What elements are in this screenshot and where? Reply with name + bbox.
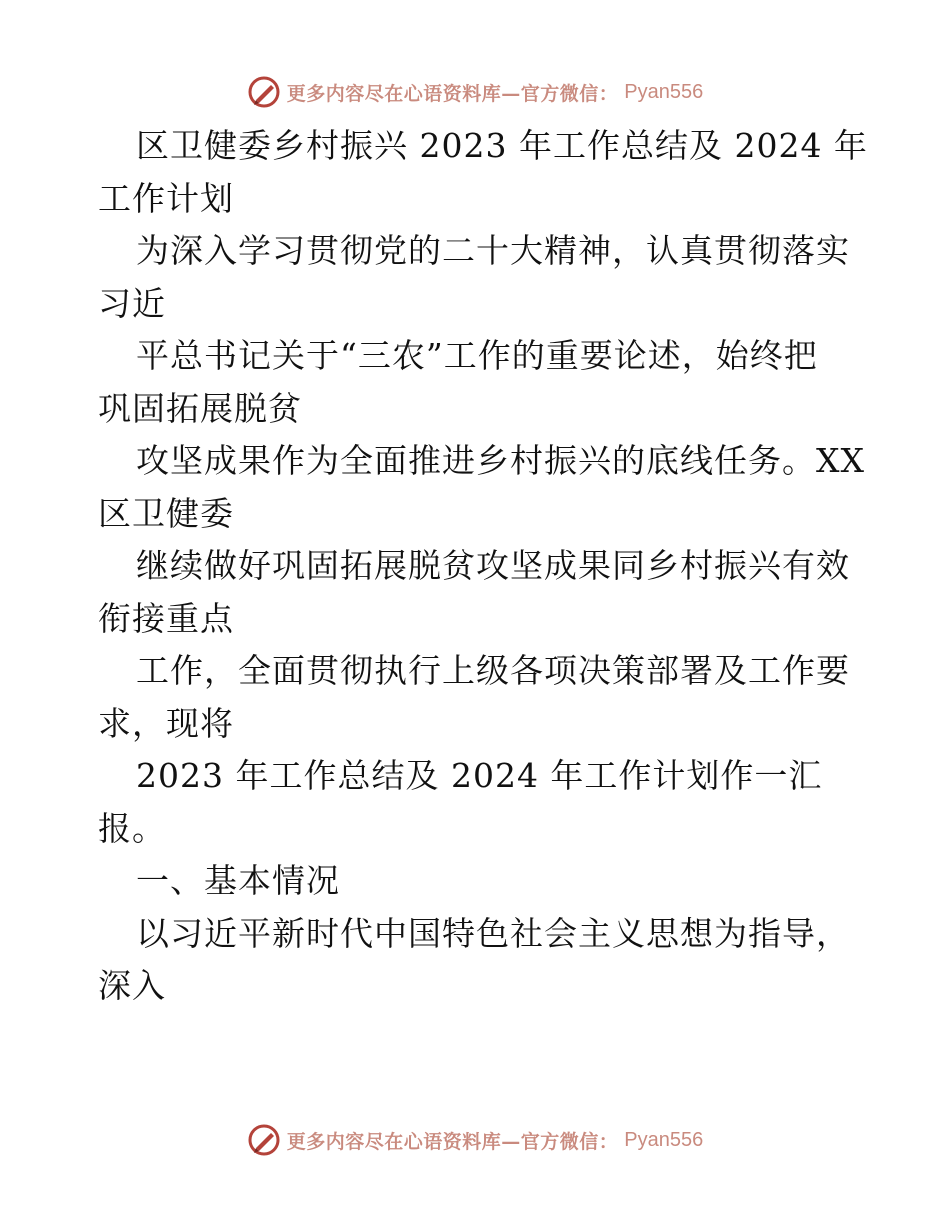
watermark-text: 更多内容尽在心语资料库—官方微信： <box>286 82 619 105</box>
text-line: 求，现将 <box>98 703 234 743</box>
text-line: 以习近平新时代中国特色社会主义思想为指导， <box>136 913 850 953</box>
text-line: 报。 <box>98 808 166 848</box>
text-line: 巩固拓展脱贫 <box>98 388 302 428</box>
watermark-id: Pyan556 <box>624 80 704 103</box>
text-line: 习近 <box>98 283 166 323</box>
text-line: 2023 年工作总结及 2024 年工作计划作一汇 <box>136 756 823 795</box>
text-line: 衔接重点 <box>98 598 234 638</box>
text-line: 为深入学习贯彻党的二十大精神，认真贯彻落实 <box>136 231 850 270</box>
text-line: 继续做好巩固拓展脱贫攻坚成果同乡村振兴有效 <box>136 546 850 585</box>
text-line: 深入 <box>98 966 166 1005</box>
text-line: 工作，全面贯彻执行上级各项决策部署及工作要 <box>136 651 850 690</box>
text-line: 攻坚成果作为全面推进乡村振兴的底线任务。XX <box>136 441 865 480</box>
text-line: 平总书记关于“三农”工作的重要论述，始终把 <box>136 336 818 375</box>
text-line: 区卫健委乡村振兴 2023 年工作总结及 2024 年 <box>136 126 868 165</box>
document-body <box>98 120 868 1013</box>
text-line: 一、基本情况 <box>136 861 340 900</box>
text-line: 区卫健委 <box>98 493 234 533</box>
pen-logo-icon <box>247 1123 281 1157</box>
header-watermark <box>0 72 950 112</box>
footer-watermark <box>0 1120 950 1160</box>
watermark-id: Pyan556 <box>624 1128 704 1151</box>
text-line: 工作计划 <box>98 178 234 218</box>
watermark-text: 更多内容尽在心语资料库—官方微信： <box>286 1130 619 1153</box>
pen-logo-icon <box>247 75 281 109</box>
